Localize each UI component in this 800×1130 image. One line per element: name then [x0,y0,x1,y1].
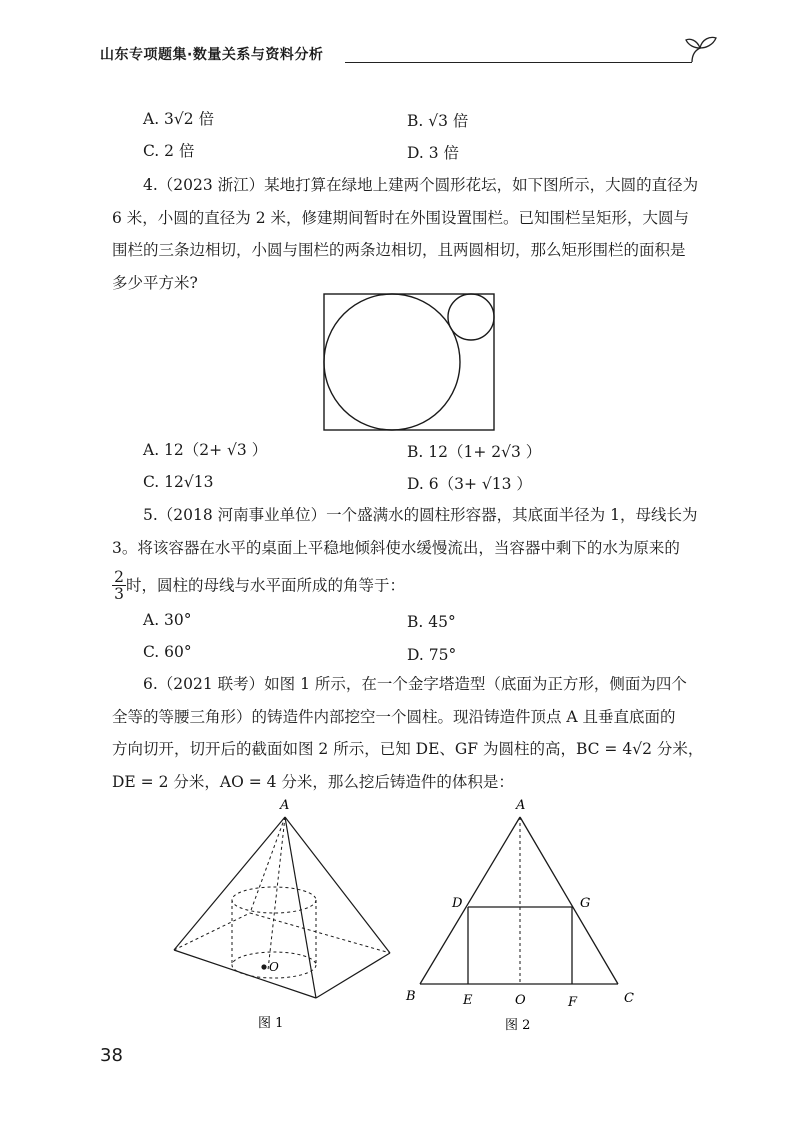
q5-line-3 [112,569,405,602]
q4-option-a: A. 12（2+ √3 ） [143,441,268,459]
fig2-label-f: F [568,995,578,1010]
q4-option-d: D. 6（3+ √13 ） [407,475,532,493]
fig1-caption: 图 1 [258,1016,284,1031]
fraction-numerator: 2 [112,569,126,586]
fig1-label-o: O [269,960,279,974]
fig1-point-o [261,964,266,969]
running-header-title: 山东专项题集·数量关系与资料分析 [100,47,324,63]
fig2-label-e: E [463,993,473,1008]
q4-option-b: B. 12（1+ 2√3 ） [407,443,542,461]
q3-option-a: A. 3√2 倍 [143,110,215,128]
q5-option-a: A. 30° [143,611,192,629]
q4-line-2: 6 米，小圆的直径为 2 米，修建期间暂时在外围设置围栏。已知围栏呈矩形，大圆与 [112,208,690,227]
fraction-denominator: 3 [114,585,124,603]
fig2-label-a: A [516,798,526,813]
fig2-label-c: C [624,991,634,1006]
figure-1-pyramid [170,795,395,1040]
question-6-stem [112,668,712,798]
large-circle [324,294,460,430]
fig2-label-b: B [406,989,416,1004]
q5-option-c: C. 60° [143,643,192,661]
page-number: 38 [100,1045,123,1066]
q5-line-3-text: 时，圆柱的母线与水平面所成的角等于： [126,576,406,595]
q6-line-1: 6.（2021 联考）如图 1 所示，在一个金字塔造型（底面为正方形，侧面为四个 [143,675,687,693]
q4-option-c: C. 12√13 [143,473,214,491]
q4-figure-circles-in-rectangle [320,290,500,436]
figure-2-cross-section [400,795,640,1040]
fence-rectangle [324,294,494,430]
q3-option-c: C. 2 倍 [143,142,195,160]
q4-line-3: 围栏的三条边相切，小圆与围栏的两条边相切，且两圆相切，那么矩形围栏的面积是 [112,241,686,259]
q3-option-d: D. 3 倍 [407,144,460,162]
q6-line-2: 全等的等腰三角形）的铸造件内部挖空一个圆柱。现沿铸造件顶点 A 且垂直底面的 [112,707,676,726]
fig2-label-d: D [452,896,463,911]
fig2-label-g: G [580,896,591,911]
q6-line-3: 方向切开，切开后的截面如图 2 所示，已知 DE、GF 为圆柱的高，BC = 4√2 分米， [112,740,704,758]
fraction-two-thirds [112,569,126,602]
small-circle [448,294,494,340]
question-4-stem [112,169,712,299]
q6-line-4: DE = 2 分米，AO = 4 分米，那么挖后铸造件的体积是： [112,772,514,791]
q5-line-2: 3。将该容器在水平的桌面上平稳地倾斜使水缓慢流出，当容器中剩下的水为原来的 [112,538,680,557]
q4-line-1: 4.（2023 浙江）某地打算在绿地上建两个圆形花坛，如下图所示，大圆的直径为 [143,176,699,194]
fig2-caption: 图 2 [505,1018,531,1033]
sprout-icon [684,30,718,64]
q5-option-d: D. 75° [407,646,457,664]
q3-option-b: B. √3 倍 [407,112,469,130]
q5-line-1: 5.（2018 河南事业单位）一个盛满水的圆柱形容器，其底面半径为 1，母线长为 [143,506,698,524]
header-rule [345,62,692,63]
question-5-stem [112,499,712,564]
q5-option-b: B. 45° [407,613,456,631]
fig2-label-o: O [515,993,526,1008]
q4-line-4: 多少平方米? [112,273,198,292]
fig1-label-a: A [280,798,290,813]
